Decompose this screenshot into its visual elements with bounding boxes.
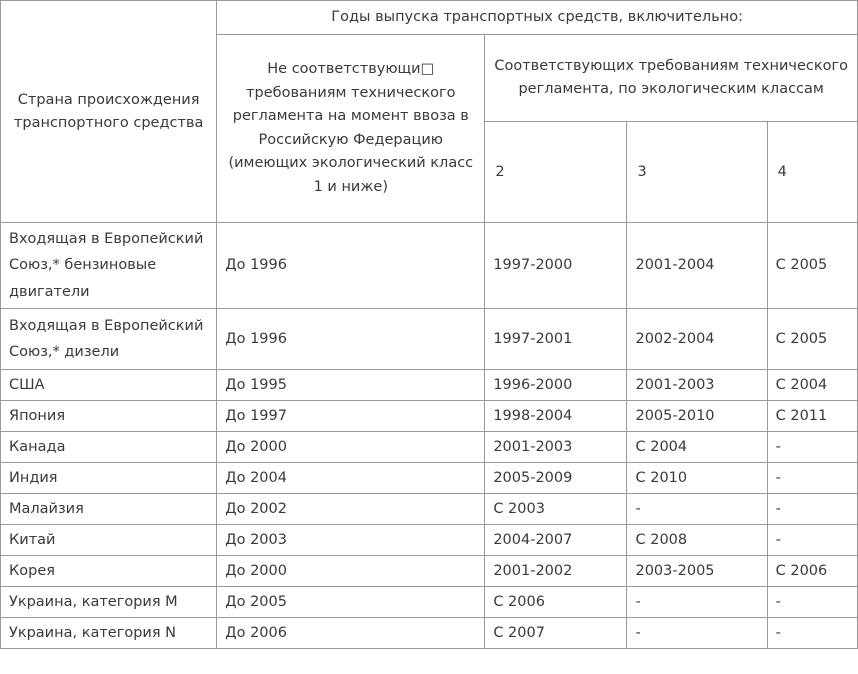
table-row bbox=[1, 556, 858, 587]
cell-country: США bbox=[1, 370, 217, 401]
cell-class-3: - bbox=[627, 494, 767, 525]
cell-noncompliant: До 1996 bbox=[217, 223, 485, 309]
header-class-2: 2 bbox=[485, 122, 627, 223]
cell-noncompliant: До 1996 bbox=[217, 309, 485, 370]
cell-noncompliant: До 2005 bbox=[217, 587, 485, 618]
cell-noncompliant: До 2003 bbox=[217, 525, 485, 556]
header-class-4: 4 bbox=[767, 122, 857, 223]
table-row bbox=[1, 587, 858, 618]
cell-country: Индия bbox=[1, 463, 217, 494]
table-row bbox=[1, 223, 858, 309]
cell-class-4: С 2005 bbox=[767, 309, 857, 370]
cell-class-2: 1997-2000 bbox=[485, 223, 627, 309]
cell-class-2: 1996-2000 bbox=[485, 370, 627, 401]
cell-class-4: - bbox=[767, 525, 857, 556]
cell-noncompliant: До 2002 bbox=[217, 494, 485, 525]
cell-noncompliant: До 1997 bbox=[217, 401, 485, 432]
cell-class-2: 2001-2002 bbox=[485, 556, 627, 587]
table-row bbox=[1, 309, 858, 370]
cell-country: Входящая в Европейский Союз,* дизели bbox=[1, 309, 217, 370]
cell-country: Украина, категория N bbox=[1, 618, 217, 649]
table-row bbox=[1, 618, 858, 649]
header-years bbox=[217, 1, 858, 35]
header-years-title: Годы выпуска транспортных средств, включительно: bbox=[331, 9, 743, 25]
cell-class-4: - bbox=[767, 432, 857, 463]
cell-class-4: - bbox=[767, 463, 857, 494]
cell-class-3: 2005-2010 bbox=[627, 401, 767, 432]
cell-class-3: 2001-2004 bbox=[627, 223, 767, 309]
cell-class-4: - bbox=[767, 494, 857, 525]
cell-class-4: С 2011 bbox=[767, 401, 857, 432]
table-row bbox=[1, 401, 858, 432]
cell-class-2: С 2006 bbox=[485, 587, 627, 618]
table-row bbox=[1, 463, 858, 494]
cell-class-4: С 2004 bbox=[767, 370, 857, 401]
cell-country: Украина, категория М bbox=[1, 587, 217, 618]
cell-class-2: 2005-2009 bbox=[485, 463, 627, 494]
cell-noncompliant: До 2000 bbox=[217, 556, 485, 587]
cell-class-2: С 2003 bbox=[485, 494, 627, 525]
header-row-years bbox=[1, 1, 858, 35]
cell-class-3: - bbox=[627, 618, 767, 649]
cell-country: Входящая в Европейский Союз,* бензиновые двигатели bbox=[1, 223, 217, 309]
cell-noncompliant: До 1995 bbox=[217, 370, 485, 401]
cell-country: Китай bbox=[1, 525, 217, 556]
cell-class-3: 2003-2005 bbox=[627, 556, 767, 587]
cell-class-2: 2004-2007 bbox=[485, 525, 627, 556]
header-noncompliant bbox=[217, 35, 485, 223]
cell-class-3: 2002-2004 bbox=[627, 309, 767, 370]
cell-class-3: С 2008 bbox=[627, 525, 767, 556]
cell-class-2: С 2007 bbox=[485, 618, 627, 649]
cell-noncompliant: До 2000 bbox=[217, 432, 485, 463]
cell-class-4: - bbox=[767, 618, 857, 649]
table-row bbox=[1, 525, 858, 556]
cell-class-4: С 2005 bbox=[767, 223, 857, 309]
header-noncompliant-label: Не соответствующи□ требованиям технического регламента на момент ввоза в Российскую Федерацию (имеющих экологический класс 1 и ниже) bbox=[228, 61, 474, 195]
cell-class-4: - bbox=[767, 587, 857, 618]
cell-noncompliant: До 2006 bbox=[217, 618, 485, 649]
header-class-3: 3 bbox=[627, 122, 767, 223]
cell-class-3: С 2004 bbox=[627, 432, 767, 463]
table-row bbox=[1, 432, 858, 463]
cell-class-2: 1998-2004 bbox=[485, 401, 627, 432]
table-row bbox=[1, 370, 858, 401]
cell-class-4: С 2006 bbox=[767, 556, 857, 587]
cell-noncompliant: До 2004 bbox=[217, 463, 485, 494]
table-row bbox=[1, 494, 858, 525]
cell-country: Корея bbox=[1, 556, 217, 587]
header-compliant bbox=[485, 35, 858, 122]
header-compliant-label: Соответствующих требованиям технического регламента, по экологическим классам bbox=[494, 57, 848, 97]
header-country-label: Страна происхождения транспортного средства bbox=[13, 91, 204, 131]
cell-country: Япония bbox=[1, 401, 217, 432]
cell-class-3: С 2010 bbox=[627, 463, 767, 494]
header-country bbox=[1, 1, 217, 223]
cell-class-2: 2001-2003 bbox=[485, 432, 627, 463]
cell-class-3: 2001-2003 bbox=[627, 370, 767, 401]
cell-country: Канада bbox=[1, 432, 217, 463]
cell-class-3: - bbox=[627, 587, 767, 618]
cell-class-2: 1997-2001 bbox=[485, 309, 627, 370]
cell-country: Малайзия bbox=[1, 494, 217, 525]
